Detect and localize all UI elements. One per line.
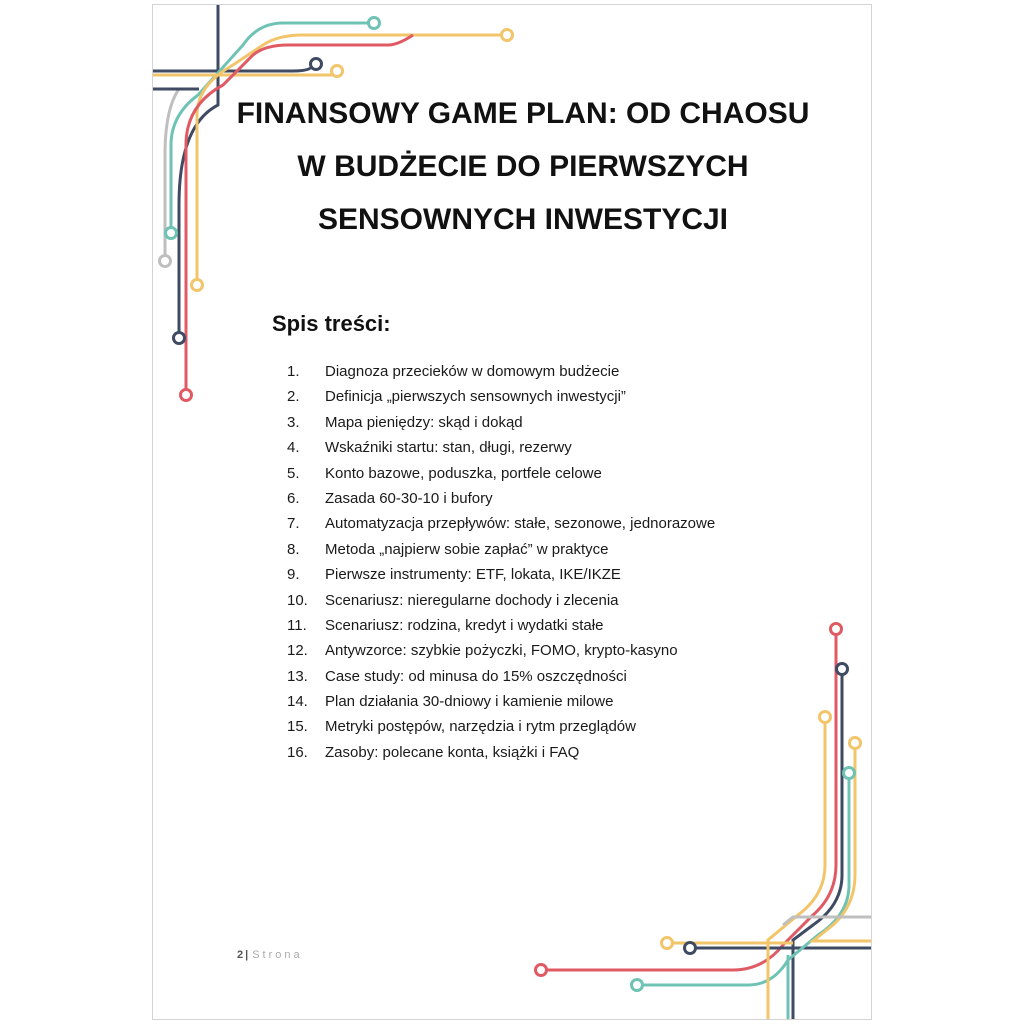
- navy-station: [837, 664, 848, 675]
- toc-item-text: Wskaźniki startu: stan, długi, rezerwy: [325, 439, 572, 457]
- toc-item: [287, 588, 715, 613]
- red-station: [831, 624, 842, 635]
- toc-item-number: 2.: [287, 388, 300, 406]
- toc-item-text: Konto bazowe, poduszka, portfele celowe: [325, 464, 602, 482]
- toc-item: [287, 740, 715, 765]
- toc-item-number: 5.: [287, 464, 300, 482]
- toc-item-text: Case study: od minusa do 15% oszczędności: [325, 667, 627, 685]
- toc-item-number: 4.: [287, 439, 300, 457]
- document-page: [152, 4, 872, 1020]
- toc-item-text: Metoda „najpierw sobie zapłać” w praktyce: [325, 540, 609, 558]
- toc-item-text: Mapa pieniędzy: skąd i dokąd: [325, 413, 523, 431]
- teal-station: [369, 18, 380, 29]
- toc-item: [287, 359, 715, 384]
- title-line-2: W BUDŻECIE DO PIERWSZYCH: [297, 150, 749, 183]
- toc-item: [287, 613, 715, 638]
- red-station: [536, 965, 547, 976]
- toc-item: [287, 384, 715, 409]
- yellow-station: [662, 938, 673, 949]
- toc-item-number: 14.: [287, 693, 308, 711]
- table-of-contents: [287, 359, 715, 765]
- page-label: Strona: [252, 949, 303, 961]
- toc-item-text: Scenariusz: rodzina, kredyt i wydatki stałe: [325, 616, 604, 634]
- toc-item-text: Antywzorce: szybkie pożyczki, FOMO, krypto-kasyno: [325, 642, 678, 660]
- toc-item: [287, 511, 715, 536]
- gray-line: [783, 917, 872, 925]
- toc-item-text: Automatyzacja przepływów: stałe, sezonowe, jednorazowe: [325, 515, 716, 533]
- teal-station: [166, 228, 177, 239]
- yellow-station: [332, 66, 343, 77]
- toc-item-number: 7.: [287, 515, 300, 533]
- yellow-station: [192, 280, 203, 291]
- toc-item-text: Diagnoza przecieków w domowym budżecie: [325, 363, 620, 380]
- toc-item: [287, 435, 715, 460]
- toc-item-number: 6.: [287, 489, 300, 507]
- red-station: [181, 390, 192, 401]
- toc-item-text: Plan działania 30-dniowy i kamienie milowe: [325, 693, 614, 711]
- toc-item: [287, 537, 715, 562]
- toc-item-number: 15.: [287, 718, 308, 736]
- footer-separator: |: [245, 949, 249, 961]
- toc-item-number: 16.: [287, 743, 308, 761]
- navy-station: [174, 333, 185, 344]
- toc-item: [287, 638, 715, 663]
- toc-item: [287, 689, 715, 714]
- toc-item: [287, 714, 715, 739]
- toc-item-number: 8.: [287, 540, 300, 558]
- page-footer: [237, 949, 303, 961]
- toc-item-text: Metryki postępów, narzędzia i rytm przeglądów: [325, 718, 636, 736]
- toc-heading: Spis treści:: [272, 311, 391, 336]
- toc-item: [287, 461, 715, 486]
- yellow-station: [850, 738, 861, 749]
- page-number: 2: [237, 949, 244, 961]
- gray-station: [160, 256, 171, 267]
- toc-item-text: Pierwsze instrumenty: ETF, lokata, IKE/IKZE: [325, 566, 621, 584]
- toc-item-number: 3.: [287, 413, 300, 431]
- teal-line: [641, 777, 849, 985]
- toc-item-number: 10.: [287, 591, 308, 609]
- toc-item: [287, 562, 715, 587]
- toc-item: [287, 486, 715, 511]
- toc-item-number: 12.: [287, 642, 308, 660]
- title-line-1: FINANSOWY GAME PLAN: OD CHAOSU: [236, 97, 810, 130]
- yellow-station: [502, 30, 513, 41]
- document-title: [213, 87, 833, 246]
- toc-item-text: Zasada 60-30-10 i bufory: [325, 489, 493, 507]
- toc-item-number: 1.: [287, 363, 300, 380]
- toc-item: [287, 410, 715, 435]
- toc-item-text: Scenariusz: nieregularne dochody i zlecenia: [325, 591, 619, 609]
- teal-station: [632, 980, 643, 991]
- toc-item-number: 9.: [287, 566, 300, 584]
- navy-station: [311, 59, 322, 70]
- toc-item-text: Zasoby: polecane konta, książki i FAQ: [325, 743, 580, 761]
- toc-item-number: 13.: [287, 667, 308, 685]
- teal-station: [844, 768, 855, 779]
- title-line-3: SENSOWNYCH INWESTYCJI: [317, 203, 729, 236]
- toc-item-number: 11.: [287, 616, 307, 634]
- yellow-station: [820, 712, 831, 723]
- toc-item-text: Definicja „pierwszych sensownych inwestycji”: [325, 388, 626, 406]
- navy-station: [685, 943, 696, 954]
- toc-item: [287, 664, 715, 689]
